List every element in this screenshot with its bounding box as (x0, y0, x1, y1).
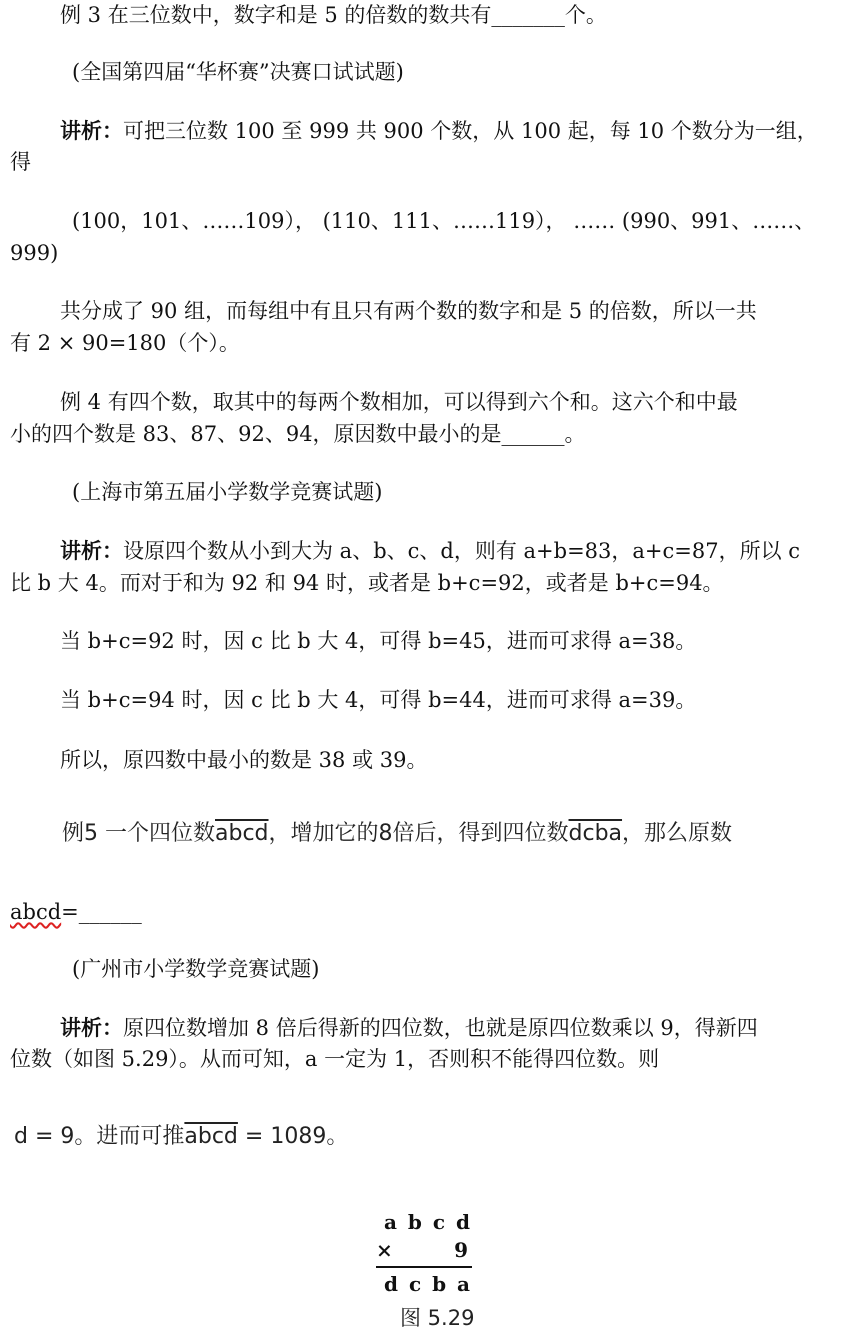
ex4-case-2: 当 b+c=94 时，因 c 比 b 大 4，可得 b=44，进而可求得 a=39。 (60, 688, 697, 712)
ex5-title-dcba: dcba (568, 821, 623, 846)
ex4-analysis-line-2: 比 b 大 4。而对于和为 92 和 94 时，或者是 b+c=92，或者是 b+c=94。 (10, 571, 724, 595)
ex4-title-line-2: 小的四个数是 83、87、92、94，原因数中最小的是______。 (10, 422, 586, 446)
ex5-analysis-line-1 (10, 1012, 838, 1044)
ex5-deduce-pre: d = 9。进而可推 (14, 1124, 185, 1149)
analysis-text: 设原四个数从小到大为 a、b、c、d，则有 a+b=83，a+c=87，所以 c (123, 539, 801, 563)
ex3-groups-line-1: (100，101、……109）， (110、111、……119）， …… (990、991、……、 (72, 209, 816, 233)
analysis-label: 讲析： (60, 539, 123, 563)
ex4-analysis-line-1 (10, 535, 838, 567)
ex5-source: (广州市小学数学竞赛试题) (72, 957, 320, 981)
ex4-result: 所以，原四数中最小的数是 38 或 39。 (60, 748, 428, 772)
analysis-label: 讲析： (60, 119, 123, 143)
times-sign: × (376, 1238, 393, 1262)
figure-row-multiplier (372, 1236, 482, 1264)
ex5-title (10, 818, 838, 850)
ex4-title-line-1: 例 4 有四个数，取其中的每两个数相加，可以得到六个和。这六个和中最 (60, 390, 738, 414)
ex5-deduce-abcd: abcd (184, 1124, 238, 1149)
ex4-case-1: 当 b+c=92 时，因 c 比 b 大 4，可得 b=45，进而可求得 a=38。 (60, 629, 697, 653)
ex5-title-pre: 例5 一个四位数 (62, 821, 215, 846)
ex3-analysis-line-2: 得 (10, 150, 31, 174)
ex3-title: 例 3 在三位数中，数字和是 5 的倍数的数共有_______个。 (60, 3, 607, 27)
ex5-answer (10, 896, 838, 928)
ex5-deduce-post: = 1089。 (237, 1124, 349, 1149)
analysis-label: 讲析： (60, 1016, 123, 1040)
figure-row-abcd: a b c d (384, 1210, 472, 1234)
figure-caption: 图 5.29 (400, 1306, 475, 1330)
multiplier-nine: 9 (454, 1238, 468, 1262)
ex5-title-mid: ，增加它的8倍后，得到四位数 (268, 821, 569, 846)
ex5-answer-blank: =______ (61, 900, 142, 924)
ex5-deduction (10, 1121, 838, 1153)
ex3-conclusion-line-1: 共分成了 90 组，而每组中有且只有两个数的数字和是 5 的倍数，所以一共 (60, 299, 757, 323)
ex5-title-post: ，那么原数 (622, 821, 733, 846)
multiplication-figure (372, 1208, 482, 1298)
ex3-source: (全国第四届“华杯赛”决赛口试试题) (72, 60, 404, 84)
ex4-source: (上海市第五届小学数学竞赛试题) (72, 480, 383, 504)
ex3-groups-line-2: 999) (10, 241, 59, 265)
ex3-conclusion-line-2: 有 2 × 90=180（个）。 (10, 331, 240, 355)
ex5-answer-word: abcd (10, 900, 62, 924)
figure-divider (376, 1266, 472, 1268)
figure-row-dcba: d c b a (384, 1272, 472, 1296)
ex3-analysis-line-1 (10, 115, 838, 147)
ex5-analysis-line-2: 位数（如图 5.29）。从而可知，a 一定为 1，否则积不能得四位数。则 (10, 1047, 660, 1071)
analysis-text: 可把三位数 100 至 999 共 900 个数，从 100 起，每 10 个数分为一组， (123, 119, 818, 143)
ex5-title-abcd: abcd (215, 821, 269, 846)
analysis-text: 原四位数增加 8 倍后得新的四位数，也就是原四位数乘以 9，得新四 (123, 1016, 758, 1040)
